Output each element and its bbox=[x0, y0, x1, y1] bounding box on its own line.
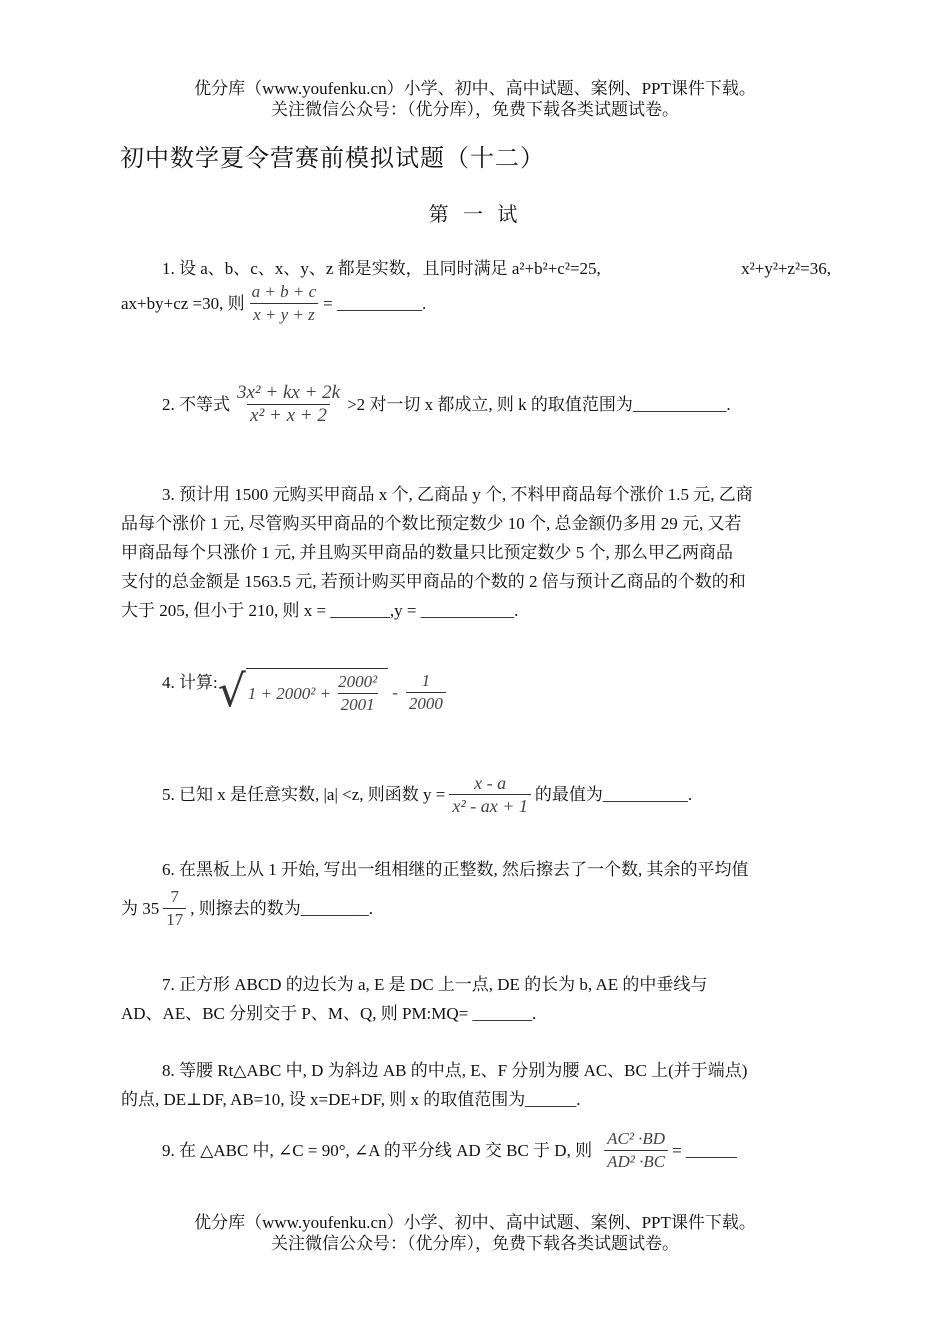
q4-frac2-num: 1 bbox=[421, 670, 431, 690]
q7-line-2: AD、AE、BC 分别交于 P、M、Q, 则 PM:MQ= _______. bbox=[121, 1004, 537, 1023]
q3-line-3: 甲商品每个只涨价 1 元, 并且购买甲商品的数量只比预定数少 5 个, 那么甲乙两商品 bbox=[121, 543, 733, 562]
sqrt-icon: √ bbox=[217, 666, 246, 717]
q5-frac-den: x² - ax + 1 bbox=[449, 794, 531, 817]
q4-sqrt-body bbox=[246, 668, 388, 716]
section-heading: 第 一 试 bbox=[428, 202, 522, 226]
q2-frac-den: x² + x + 2 bbox=[247, 404, 330, 427]
q6-line-1: 6. 在黑板上从 1 开始, 写出一组相继的正整数, 然后擦去了一个数, 其余的平均值 bbox=[162, 860, 749, 879]
q2-post: >2 对一切 x 都成立, 则 k 的取值范围为___________. bbox=[347, 395, 731, 414]
q1-fraction bbox=[249, 281, 320, 326]
question-6 bbox=[121, 855, 831, 931]
q7-line-1: 7. 正方形 ABCD 的边长为 a, E 是 DC 上一点, DE 的长为 b, AE 的中垂线与 bbox=[162, 975, 708, 994]
q3-line-5: 大于 205, 但小于 210, 则 x = _______,y = ___________. bbox=[121, 601, 519, 620]
q4-minus: - bbox=[392, 682, 398, 702]
q8-line-2: 的点, DE⊥DF, AB=10, 设 x=DE+DF, 则 x 的取值范围为______. bbox=[121, 1090, 581, 1109]
question-5 bbox=[121, 772, 831, 817]
q4-inner-fraction bbox=[335, 671, 380, 716]
q1-line2-post: = __________. bbox=[323, 294, 427, 313]
q9-frac-den: AD² ·BC bbox=[604, 1150, 668, 1173]
q4-pre: 4. 计算: bbox=[162, 673, 218, 692]
q1-frac-num: a + b + c bbox=[251, 282, 317, 301]
q2-pre: 2. 不等式 bbox=[162, 395, 230, 414]
question-7 bbox=[121, 970, 831, 1028]
q5-fraction bbox=[449, 772, 531, 817]
q4-inner-den: 2001 bbox=[338, 693, 378, 716]
q8-line-1: 8. 等腰 Rt△ABC 中, D 为斜边 AB 的中点, E、F 分别为腰 AC、BC 上(并于端点) bbox=[162, 1061, 748, 1080]
q9-fraction bbox=[604, 1128, 668, 1173]
q3-line-1: 3. 预计用 1500 元购买甲商品 x 个, 乙商品 y 个, 不料甲商品每个涨价 1.5 元, 乙商 bbox=[162, 485, 753, 504]
q2-fraction bbox=[234, 382, 343, 427]
q1-line2-pre: ax+by+cz =30, 则 bbox=[121, 294, 245, 313]
q9-frac-num: AC² ·BD bbox=[607, 1129, 666, 1148]
footer-line-2: 关注微信公众号：（优分库），免费下载各类试题试卷。 bbox=[271, 1234, 679, 1253]
q5-post: 的最值为__________. bbox=[534, 785, 693, 804]
q1-frac-den: x + y + z bbox=[250, 303, 318, 326]
q4-root-a: 1 + 2000² + bbox=[247, 684, 332, 703]
q5-frac-num: x - a bbox=[474, 773, 507, 793]
q9-post: = ______ bbox=[672, 1141, 737, 1160]
q6-line2-post: , 则擦去的数为________. bbox=[190, 899, 373, 918]
q4-fraction-2 bbox=[406, 670, 446, 715]
question-2 bbox=[121, 382, 831, 427]
footer-line-1: 优分库（www.youfenku.cn）小学、初中、高中试题、案例、PPT课件下载。 bbox=[194, 1213, 756, 1232]
q6-frac-num: 7 bbox=[170, 887, 179, 906]
q1-line1b: x²+y²+z²=36, bbox=[741, 259, 831, 278]
q4-frac2-den: 2000 bbox=[406, 692, 446, 715]
question-3 bbox=[121, 480, 831, 625]
header-line-2: 关注微信公众号：（优分库），免费下载各类试题试卷。 bbox=[271, 100, 679, 119]
q6-fraction bbox=[163, 886, 186, 931]
question-9 bbox=[121, 1128, 831, 1173]
q6-frac-den: 17 bbox=[163, 908, 186, 931]
q4-inner-num: 2000² bbox=[338, 672, 378, 691]
q1-line1a: 1. 设 a、b、c、x、y、z 都是实数，且同时满足 a²+b²+c²=25, bbox=[162, 259, 601, 278]
q2-frac-num: 3x² + kx + 2k bbox=[237, 382, 341, 403]
q3-line-4: 支付的总金额是 1563.5 元, 若预计购买甲商品的个数的 2 倍与预计乙商品的个数的和 bbox=[121, 572, 746, 591]
q5-pre: 5. 已知 x 是任意实数, |a| <z, 则函数 y = bbox=[162, 785, 446, 804]
header-line-1: 优分库（www.youfenku.cn）小学、初中、高中试题、案例、PPT课件下载。 bbox=[194, 79, 756, 98]
page-title: 初中数学夏令营赛前模拟试题（十二） bbox=[120, 144, 545, 172]
q6-line2-pre: 为 35 bbox=[121, 899, 160, 918]
question-4 bbox=[121, 668, 831, 716]
q9-pre: 9. 在 △ABC 中, ∠C = 90°, ∠A 的平分线 AD 交 BC 于 D, 则 bbox=[162, 1141, 593, 1160]
question-1 bbox=[121, 254, 831, 326]
q3-line-2: 品每个涨价 1 元, 尽管购买甲商品的个数比预定数少 10 个, 总金额仍多用 29 元, 又若 bbox=[121, 514, 742, 533]
q4-sqrt bbox=[218, 668, 450, 716]
question-8 bbox=[121, 1056, 831, 1114]
